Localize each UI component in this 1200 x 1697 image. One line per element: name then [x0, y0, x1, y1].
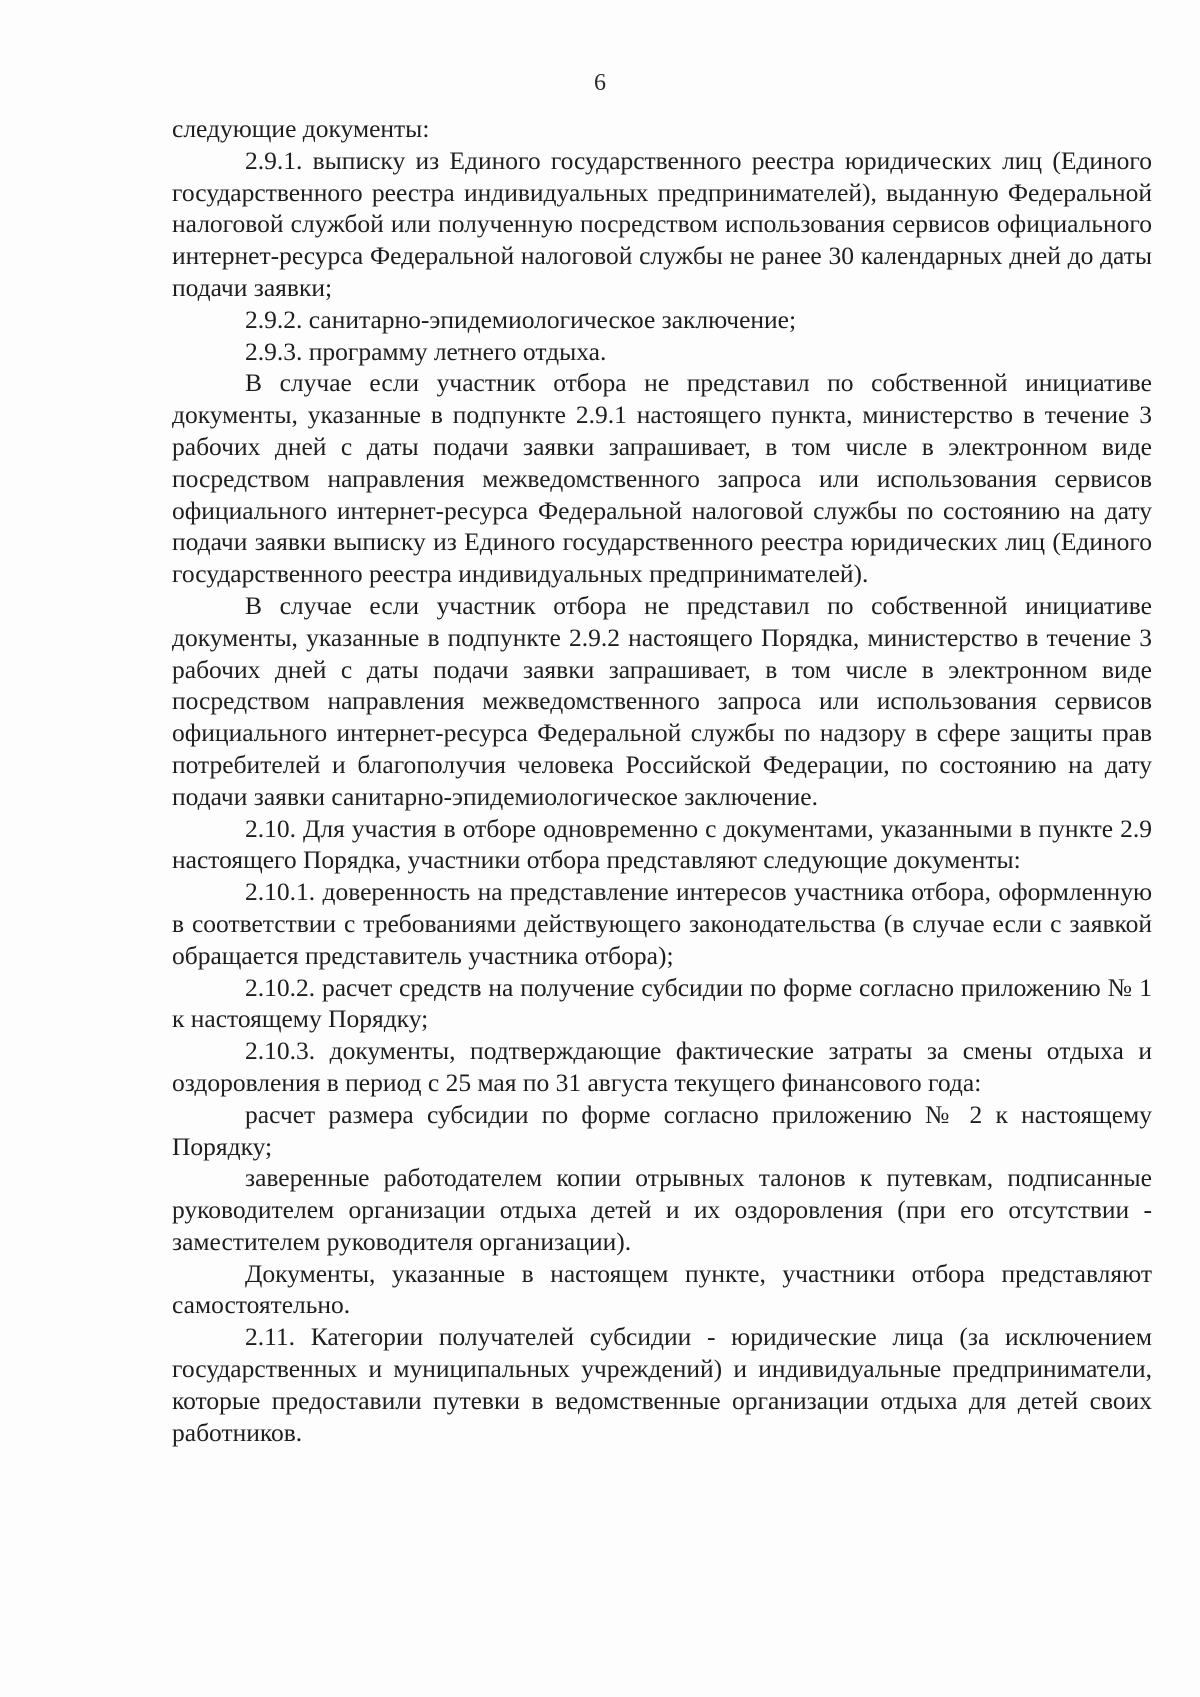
paragraph-2-10-3: 2.10.3. документы, подтверждающие фактические затраты за смены отдыха и оздоровления в период с 25 мая по 31 августа текущего финансового года: — [172, 1036, 1152, 1097]
paragraph-documents-self: Документы, указанные в настоящем пункте, участники отбора представляют самостоятельно. — [172, 1258, 1152, 1320]
paragraph-intro: следующие документы: — [172, 114, 430, 143]
paragraph-request-2-9-2: В случае если участник отбора не представил по собственной инициативе документы, указанные в подпункте 2.9.2 настоящего Порядка, министерство в течение 3 рабочих дней с даты подачи заявки запрашивает, в том числе в электронном виде посредством направления межведомственного запроса или использования сервисов официального интернет-ресурса Федеральной службы по надзору в сфере защиты прав потребителей и благополучия человека Российской Федерации, по состоянию на дату подачи заявки санитарно-эпидемиологическое заключение. — [172, 590, 1152, 811]
paragraph-2-9-1: 2.9.1. выписку из Единого государственного реестра юридических лиц (Единого государственного реестра индивидуальных предпринимателей), выданную Федеральной налоговой службой или полученную посредством использования сервисов официального интернет-ресурса Федеральной налоговой службы не ранее 30 календарных дней до даты подачи заявки; — [172, 145, 1152, 302]
paragraph-request-2-9-1: В случае если участник отбора не представил по собственной инициативе документы, указанные в подпункте 2.9.1 настоящего пункта, министерство в течение 3 рабочих дней с даты подачи заявки запрашивает, в том числе в электронном виде посредством направления межведомственного запроса или использования сервисов официального интернет-ресурса Федеральной налоговой службы по состоянию на дату подачи заявки выписку из Единого государственного реестра юридических лиц (Единого государственного реестра индивидуальных предпринимателей). — [172, 368, 1152, 589]
paragraph-2-9-3: 2.9.3. программу летнего отдыха. — [245, 336, 607, 366]
paragraph-voucher-copies: заверенные работодателем копии отрывных талонов к путевкам, подписанные руководителем организации отдыха детей и их оздоровления (при его отсутствии - заместителем руководителя организации). — [172, 1163, 1152, 1256]
paragraph-subsidy-calculation: расчет размера субсидии по форме согласно приложению № 2 к настоящему Порядку; — [172, 1099, 1152, 1161]
paragraph-2-10-1: 2.10.1. доверенность на представление интересов участника отбора, оформленную в соответствии с требованиями действующего законодательства (в случае если с заявкой обращается представитель участника отбора); — [172, 877, 1152, 970]
paragraph-2-9-2: 2.9.2. санитарно-эпидемиологическое заключение; — [245, 304, 797, 334]
paragraph-2-10: 2.10. Для участия в отборе одновременно с документами, указанными в пункте 2.9 настоящего Порядка, участники отбора представляют следующие документы: — [172, 813, 1152, 875]
document-body — [172, 113, 1152, 1448]
paragraph-2-10-2: 2.10.2. расчет средств на получение субсидии по форме согласно приложению № 1 к настоящему Порядку; — [172, 972, 1152, 1034]
page-number: 6 — [594, 70, 606, 96]
paragraph-2-11: 2.11. Категории получателей субсидии - юридические лица (за исключением государственных и муниципальных учреждений) и индивидуальные предприниматели, которые предоставили путевки в ведомственные организации отдыха для детей своих работников. — [172, 1322, 1152, 1447]
